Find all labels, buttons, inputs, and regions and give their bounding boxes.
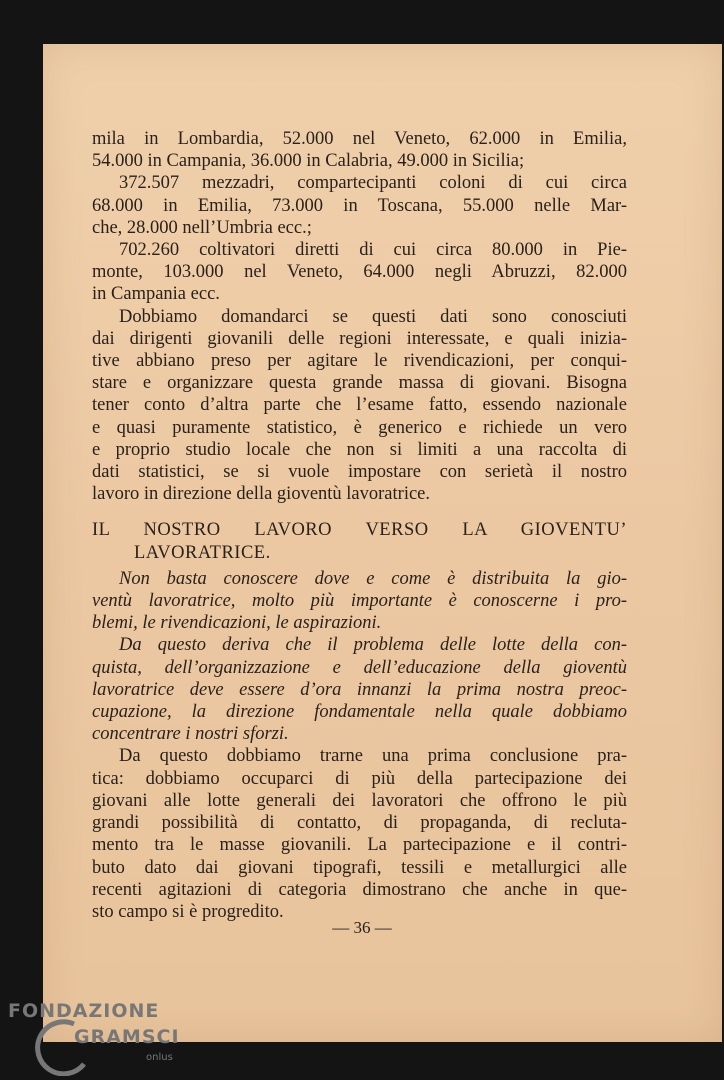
paragraph-2 [92, 172, 627, 239]
text-line: recenti agitazioni di categoria dimostrano che anche in que- [92, 879, 627, 900]
text-line: concentrare i nostri sforzi. [92, 724, 289, 745]
heading-line-2: LAVORATRICE. [134, 542, 271, 563]
paragraph-4 [92, 306, 627, 506]
text-line: cupazione, la direzione fondamentale nella quale dobbiamo [92, 702, 627, 723]
page-number: — 36 — [332, 918, 392, 937]
text-line: sto campo si è progredito. [92, 901, 284, 922]
text-line: Non basta conoscere dove e come è distribuita la gio- [119, 568, 627, 589]
paragraph-6 [92, 634, 627, 745]
text-line: quista, dell’organizzazione e dell’educazione della gioventù [92, 657, 627, 678]
text-line: monte, 103.000 nel Veneto, 64.000 negli Abruzzi, 82.000 [92, 262, 627, 283]
text-line: 54.000 in Campania, 36.000 in Calabria, 49.000 in Sicilia; [92, 151, 525, 172]
text-line: 702.260 coltivatori diretti di cui circa 80.000 in Pie- [119, 240, 627, 261]
text-line: Dobbiamo domandarci se questi dati sono conosciuti [119, 306, 627, 327]
watermark-line-3: onlus [146, 1052, 173, 1063]
text-line: dai dirigenti giovanili delle regioni interessate, e quali inizia- [92, 328, 627, 349]
text-line: lavoratrice deve essere d’ora innanzi la prima nostra preoc- [92, 679, 627, 700]
text-line: Da questo dobbiamo trarne una prima conclusione pra- [119, 746, 627, 767]
text-line: stare e organizzare questa grande massa di giovani. Bisogna [92, 373, 627, 394]
text-line: mento tra le masse giovanili. La partecipazione e il contri- [92, 835, 627, 856]
text-line: giovani alle lotte generali dei lavoratori che offrono le più [92, 790, 627, 811]
text-line: che, 28.000 nell’Umbria ecc.; [92, 217, 312, 238]
watermark-line-2: GRAMSCI [74, 1026, 180, 1048]
section-heading [92, 519, 627, 563]
text-line: in Campania ecc. [92, 284, 220, 305]
watermark-logo [8, 1000, 208, 1075]
text-line: ventù lavoratrice, molto più importante è conoscerne i pro- [92, 591, 627, 612]
text-line: Da questo deriva che il problema delle lotte della con- [119, 635, 627, 656]
paragraph-7 [92, 745, 627, 923]
text-line: e quasi puramente statistico, è generico e richiede un vero [92, 417, 627, 438]
paragraph-5 [92, 568, 627, 635]
heading-line-1: IL NOSTRO LAVORO VERSO LA GIOVENTU’ [92, 520, 627, 541]
text-line: grandi possibilità di contatto, di propaganda, di recluta- [92, 813, 627, 834]
paragraph-3 [92, 239, 627, 306]
text-line: mila in Lombardia, 52.000 nel Veneto, 62.000 in Emilia, [92, 129, 627, 149]
text-line: e proprio studio locale che non si limiti a una raccolta di [92, 439, 627, 460]
text-line: buto dato dai giovani tipografi, tessili e metallurgici alle [92, 857, 627, 878]
text-line: tener conto d’altra parte che l’esame fatto, essendo nazionale [92, 395, 627, 416]
watermark-line-1: FONDAZIONE [8, 1000, 160, 1022]
text-line: lavoro in direzione della gioventù lavoratrice. [92, 484, 431, 505]
page-body [92, 128, 627, 923]
text-line: 68.000 in Emilia, 73.000 in Toscana, 55.000 nelle Mar- [92, 195, 627, 216]
text-line: tica: dobbiamo occuparci di più della partecipazione dei [92, 768, 627, 789]
text-line: blemi, le rivendicazioni, le aspirazioni. [92, 613, 382, 634]
text-line: tive abbiano preso per agitare le rivendicazioni, per conqui- [92, 351, 627, 372]
paragraph-1 [92, 128, 627, 172]
text-line: dati statistici, se si vuole impostare con serietà il nostro [92, 462, 627, 483]
text-line: 372.507 mezzadri, compartecipanti coloni di cui circa [119, 173, 627, 194]
